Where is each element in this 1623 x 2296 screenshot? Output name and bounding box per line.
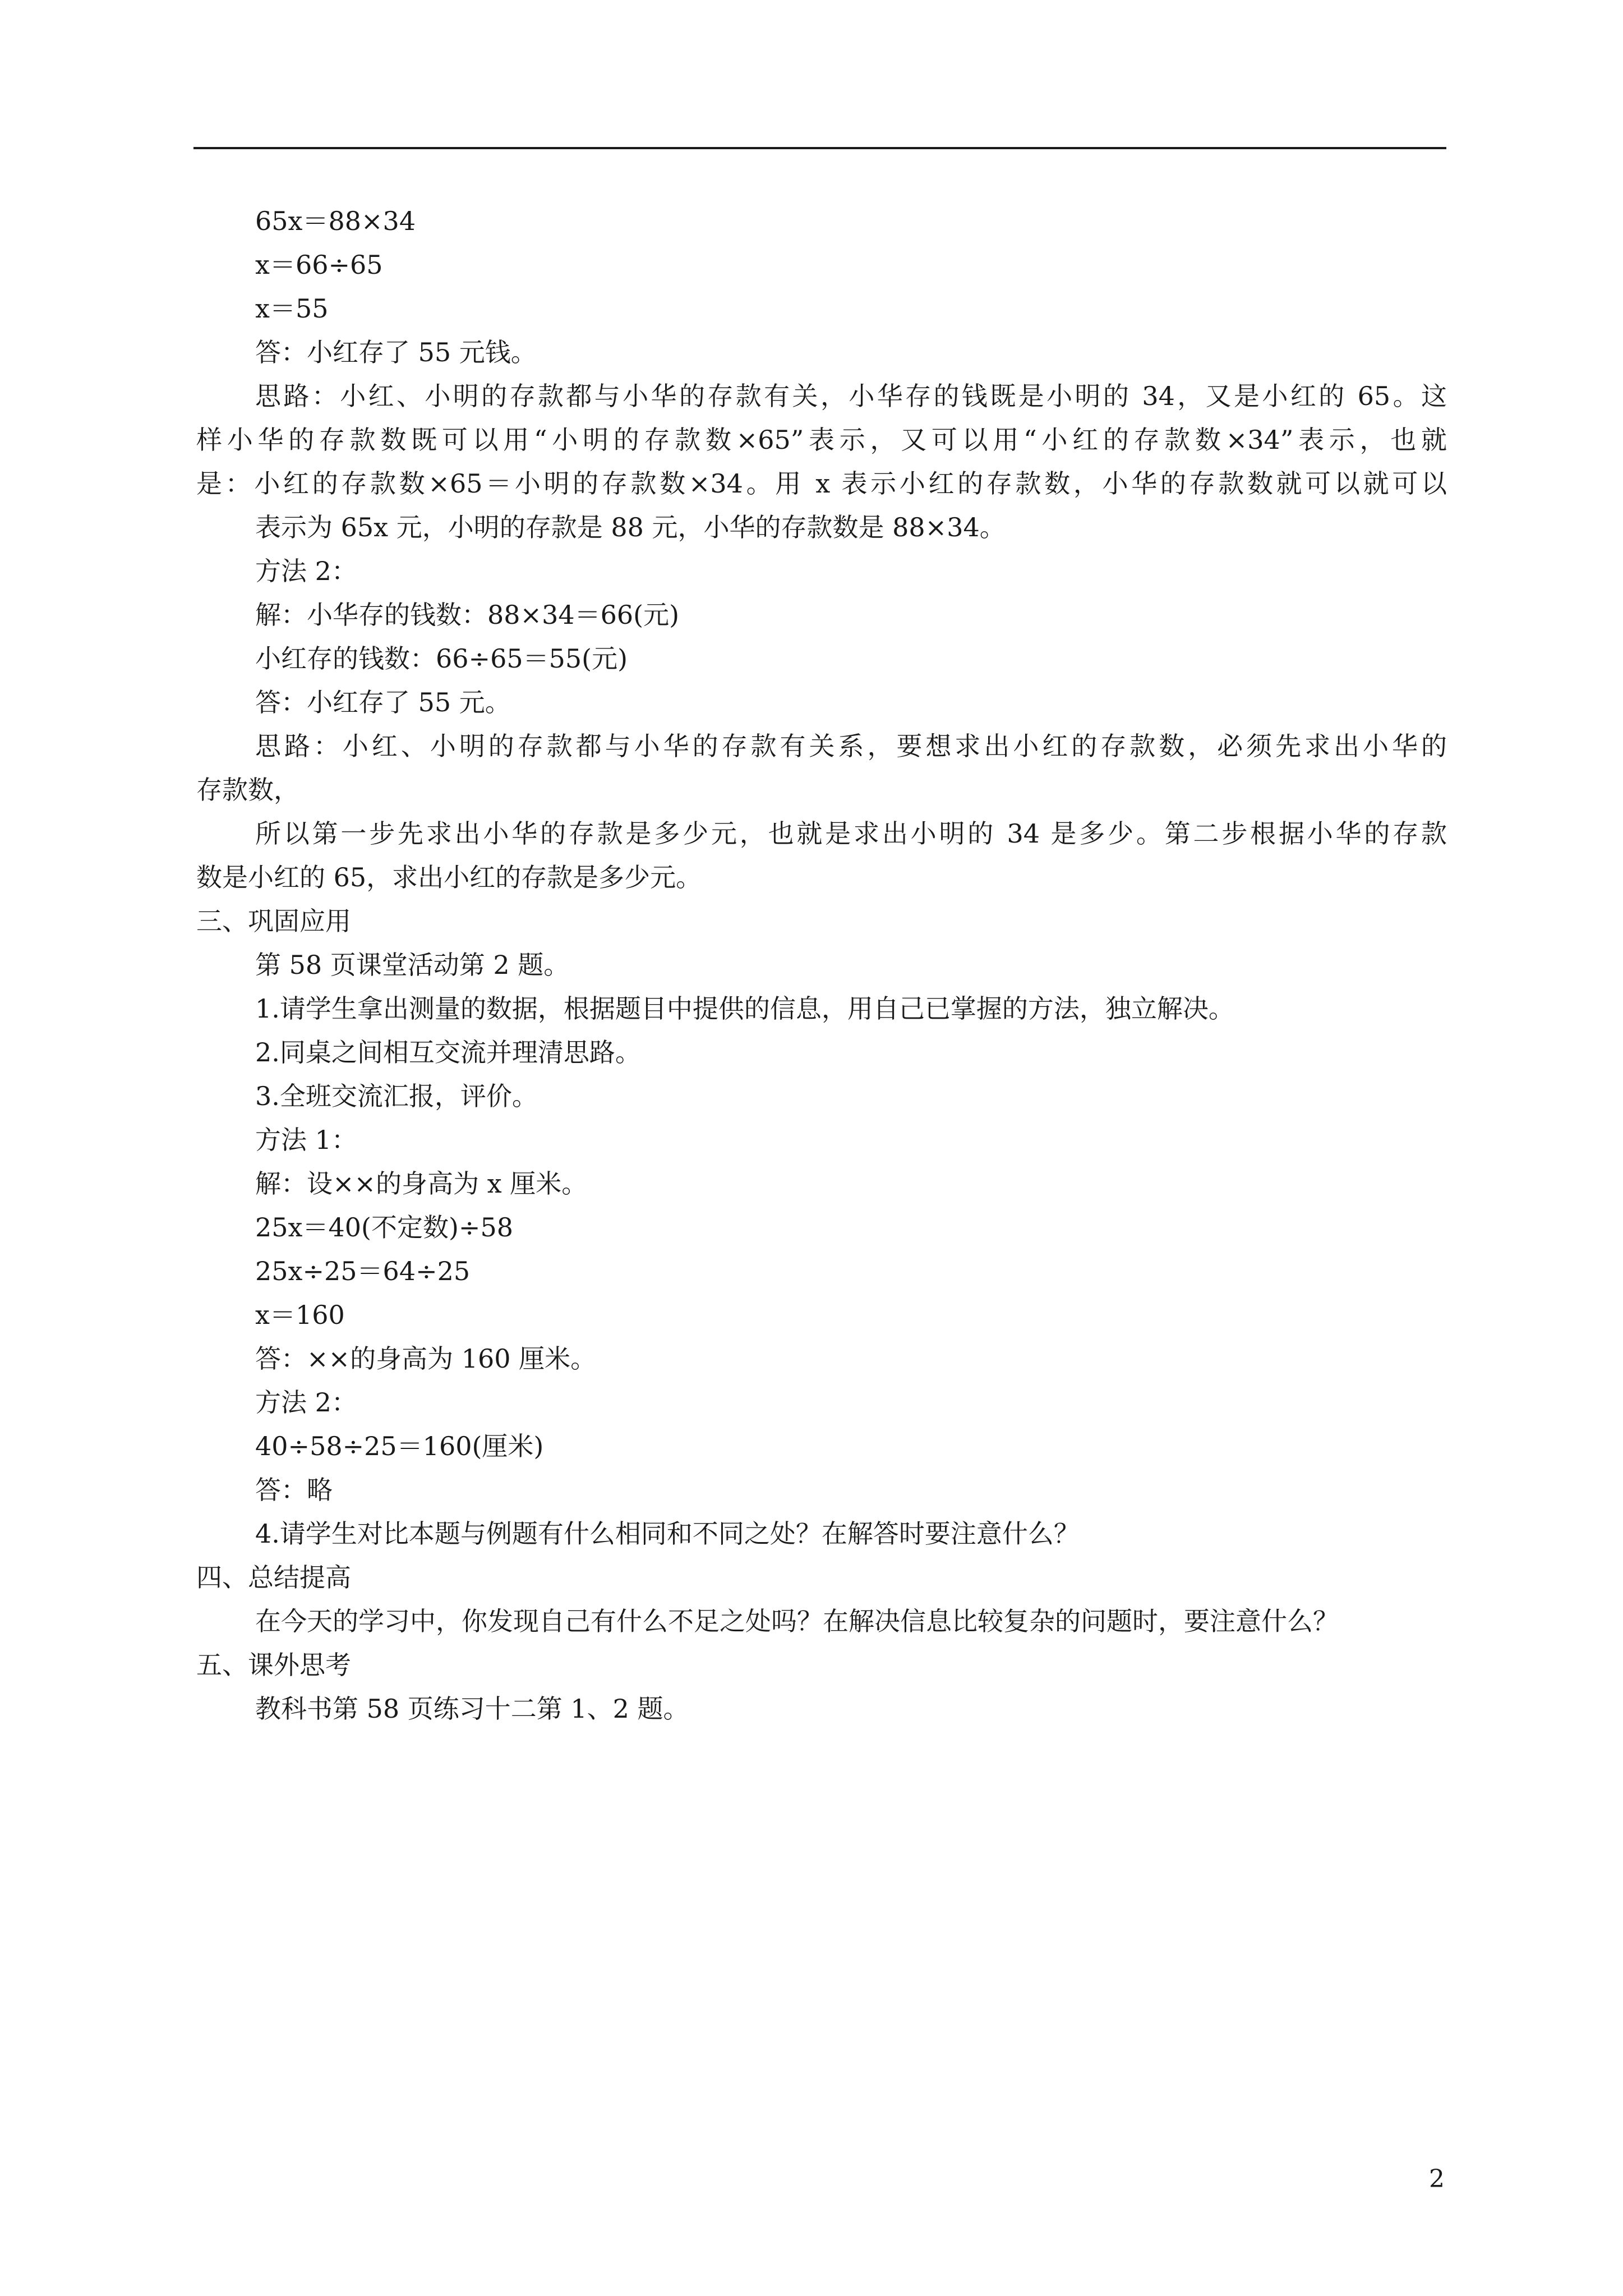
text-line: 方法 1：: [255, 1125, 357, 1155]
text-line: 答：小红存了 55 元钱。: [255, 337, 537, 367]
text-line: 答：小红存了 55 元。: [255, 687, 511, 717]
page-number: 2: [1429, 2165, 1445, 2193]
text-line: 是：小红的存款数×65＝小明的存款数×34。用 x 表示小红的存款数，小华的存款数就可以就可以: [196, 468, 1447, 499]
text-line: 方法 2：: [255, 556, 357, 586]
text-line: 1.请学生拿出测量的数据，根据题目中提供的信息，用自己已掌握的方法，独立解决。: [255, 993, 1234, 1024]
text-line: 2.同桌之间相互交流并理清思路。: [255, 1037, 641, 1068]
text-line: 所以第一步先求出小华的存款是多少元，也就是求出小明的 34 是多少。第二步根据小华的存款: [255, 818, 1447, 849]
text-line: 三、巩固应用: [196, 906, 351, 936]
text-line: 小红存的钱数：66÷65＝55(元): [255, 643, 628, 674]
text-line: 思路：小红、小明的存款都与小华的存款有关，小华存的钱既是小明的 34，又是小红的 65。这: [255, 381, 1447, 411]
text-line: 四、总结提高: [196, 1562, 351, 1593]
text-line: x＝66÷65: [255, 250, 383, 280]
text-line: 存款数，: [196, 775, 299, 805]
text-line: 样小华的存款数既可以用“小明的存款数×65”表示，又可以用“小红的存款数×34”表示，也就: [196, 425, 1447, 455]
text-line: 解：小华存的钱数：88×34＝66(元): [255, 600, 680, 630]
text-line: 答：××的身高为 160 厘米。: [255, 1343, 597, 1374]
text-line: 40÷58÷25＝160(厘米): [255, 1431, 544, 1461]
text-line: 答：略: [255, 1475, 333, 1505]
text-line: 解：设××的身高为 x 厘米。: [255, 1168, 588, 1199]
text-line: 25x＝40(不定数)÷58: [255, 1212, 513, 1243]
text-line: x＝160: [255, 1300, 345, 1330]
text-line: 4.请学生对比本题与例题有什么相同和不同之处？在解答时要注意什么？: [255, 1519, 1080, 1549]
text-line: 65x＝88×34: [255, 206, 416, 236]
text-line: 第 58 页课堂活动第 2 题。: [255, 950, 570, 980]
text-line: 教科书第 58 页练习十二第 1、2 题。: [255, 1694, 689, 1724]
text-line: x＝55: [255, 293, 329, 324]
document-body: [196, 199, 1447, 1731]
text-line: 在今天的学习中，你发现自己有什么不足之处吗？在解决信息比较复杂的问题时，要注意什么？: [255, 1606, 1339, 1636]
text-line: 数是小红的 65，求出小红的存款是多少元。: [196, 862, 702, 892]
text-line: 3.全班交流汇报，评价。: [255, 1081, 538, 1111]
text-line: 五、课外思考: [196, 1650, 351, 1680]
header-rule: [193, 147, 1446, 149]
text-line: 25x÷25＝64÷25: [255, 1256, 471, 1286]
text-line: 思路：小红、小明的存款都与小华的存款有关系，要想求出小红的存款数，必须先求出小华的: [255, 731, 1447, 761]
text-line: 方法 2：: [255, 1387, 357, 1418]
text-line: 表示为 65x 元，小明的存款是 88 元，小华的存款数是 88×34。: [255, 512, 1006, 542]
